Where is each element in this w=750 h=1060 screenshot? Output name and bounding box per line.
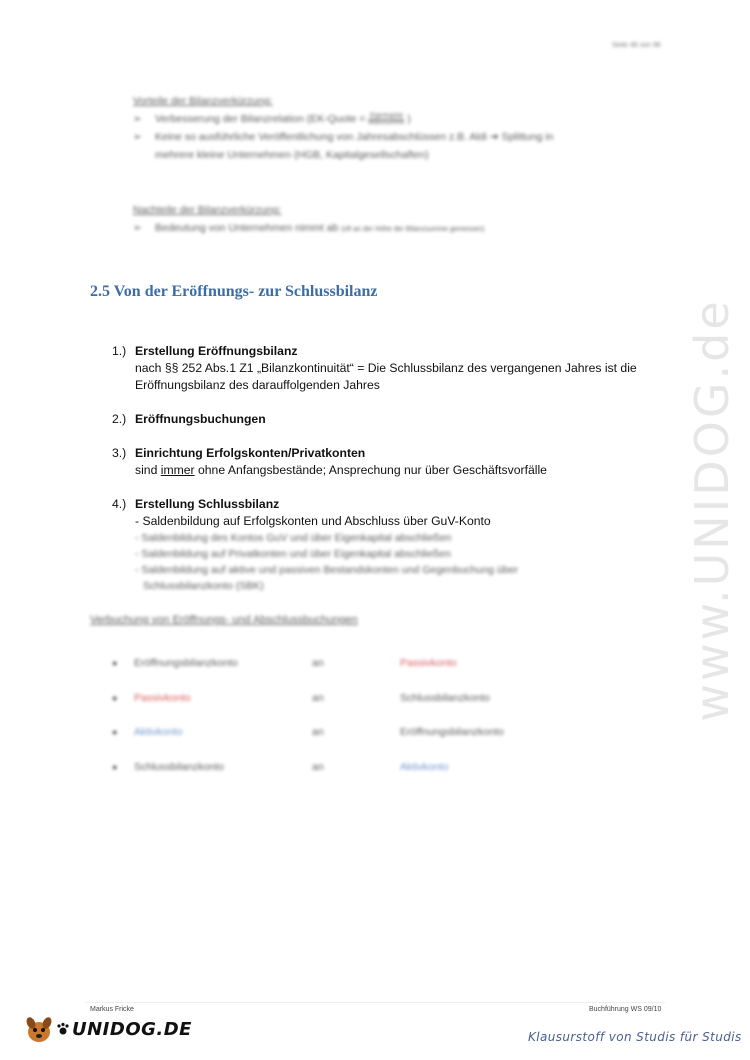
bullet-icon: ●: [112, 658, 118, 669]
vorteile-block: [133, 92, 653, 164]
vorteile-item-2-line2: mehrere kleine Unternehmen (HGB, Kapitalgesellschaften): [155, 149, 429, 161]
arrow-bullet-icon: ➢: [133, 131, 142, 143]
verbuchung-row: ● Schlussbilanzkonto an Aktivkonto: [112, 760, 449, 773]
unidog-logo: [22, 1014, 192, 1044]
vorteile-item-1-text: Verbesserung der Bilanzrelation (EK-Quote =: [155, 113, 366, 125]
step-2-title: Eröffnungsbuchungen: [135, 412, 266, 426]
watermark: www.UNIDOG.de: [685, 298, 739, 722]
vorteile-item-2: [133, 128, 653, 164]
step-1: 1.) Erstellung Eröffnungsbilanz nach §§ 252 Abs.1 Z1 „Bilanzkontinuität“ = Die Schlussbilanz des vergangenen Jahres ist die Eröffnungsbilanz des darauffolgenden Jahres: [112, 343, 672, 394]
step-1-title: Erstellung Eröffnungsbilanz: [135, 344, 298, 358]
verbuchung-title: Verbuchung von Eröffnungs- und Abschlussbuchungen: [90, 614, 358, 626]
step-4: 4.) Erstellung Schlussbilanz - Saldenbildung auf Erfolgskonten und Abschluss über GuV-Konto - Saldenbildung des Kontos GuV und über Eigenkapital abschließen - Saldenbildung auf Privatkonten und über Eigenkapital abschließen - Saldenbildung auf aktive und passiven Bestandskonten und Gegenbuchung über Schlussbilanzkonto (SBK): [112, 496, 672, 594]
section-heading: 2.5 Von der Eröffnungs- zur Schlussbilanz: [90, 283, 378, 300]
arrow-bullet-icon: ➢: [133, 113, 142, 125]
dog-mascot-icon: [22, 1014, 56, 1044]
bullet-icon: ●: [112, 692, 118, 703]
steps-list: [112, 343, 672, 611]
arrow-bullet-icon: ➢: [133, 222, 142, 234]
step-4-blurred-lines: - Saldenbildung des Kontos GuV und über Eigenkapital abschließen - Saldenbildung auf Privatkonten und über Eigenkapital abschließen - Saldenbildung auf aktive und passiven Bestandskonten und Gegenbuchung über Schlussbilanzkonto (SBK): [135, 532, 518, 592]
bullet-icon: ●: [112, 727, 118, 738]
footer-author: Markus Fricke: [90, 1006, 134, 1013]
vorteile-item-1: ➢ Verbesserung der Bilanzrelation (EK-Quote = $\frac{\text{Eigenkapital}}{\text{Bilanzsumme}}$ ): [133, 110, 653, 128]
footer-divider: [85, 1002, 665, 1003]
nachteile-title: Nachteile der Bilanzverkürzung:: [133, 204, 282, 216]
verbuchung-row: ● Passivkonto an Schlussbilanzkonto: [112, 691, 490, 704]
step-4-title: Erstellung Schlussbilanz: [135, 497, 280, 511]
tagline: Klausurstoff von Studis für Studis: [528, 1030, 742, 1044]
ek-quote-fraction: $\frac{\text{Eigenkapital}}{\text{Bilanzsumme}}$: [368, 112, 405, 126]
step-3-title: Einrichtung Erfolgskonten/Privatkonten: [135, 446, 366, 460]
nachteile-item: ➢ Bedeutung von Unternehmen nimmt ab (oft an der Höhe der Bilanzsumme gemessen): [133, 219, 653, 239]
verbuchung-row: ● Eröffnungsbilanzkonto an Passivkonto: [112, 657, 457, 670]
verbuchung-row: ● Aktivkonto an Eröffnungsbilanzkonto: [112, 726, 504, 739]
vorteile-title: Vorteile der Bilanzverkürzung:: [133, 95, 273, 107]
vorteile-item-2-line1: Keine so ausführliche Veröffentlichung von Jahresabschlüssen z.B. Aldi ➔ Splittung in: [155, 131, 554, 143]
logo-text: UNIDOG.DE: [72, 1018, 192, 1040]
verbuchung-table: [112, 646, 592, 784]
bullet-icon: ●: [112, 761, 118, 772]
step-2: 2.) Eröffnungsbuchungen: [112, 411, 672, 428]
paw-icon: [56, 1022, 70, 1036]
step-3: 3.) Einrichtung Erfolgskonten/Privatkonten sind immer ohne Anfangsbestände; Ansprechung nur über Geschäftsvorfälle: [112, 445, 672, 479]
nachteile-block: [133, 201, 653, 239]
footer-course: Buchführung WS 09/10: [589, 1006, 662, 1013]
page-number: Seite 48 von 96: [612, 42, 661, 49]
